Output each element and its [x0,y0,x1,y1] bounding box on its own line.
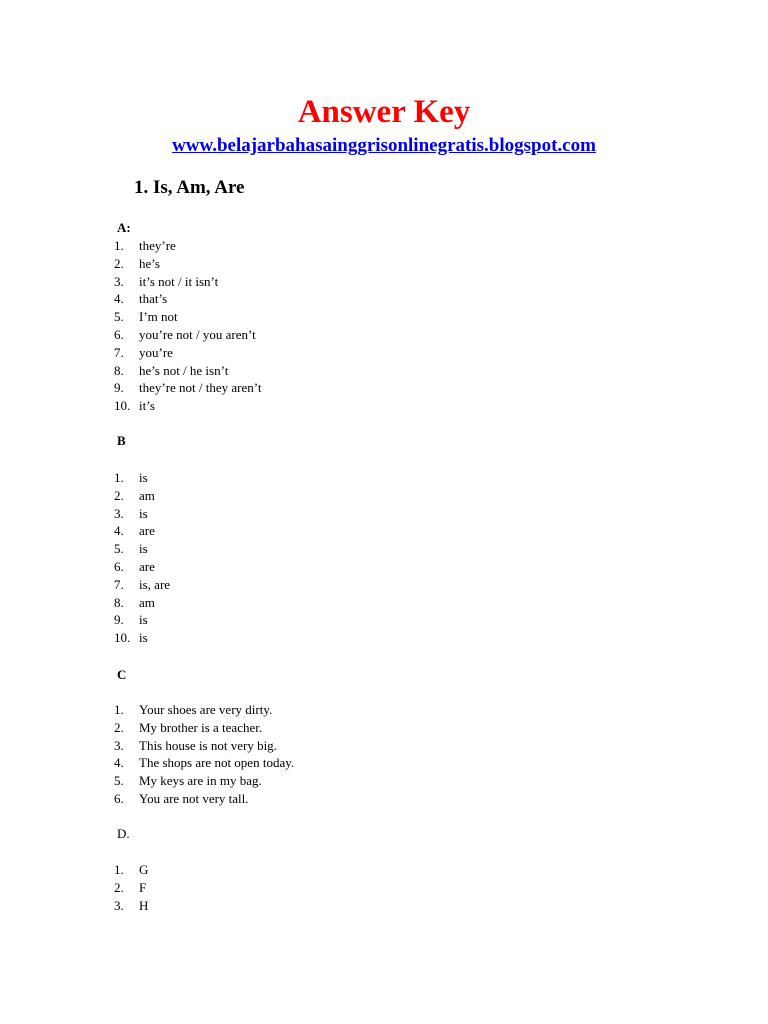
list-item [114,362,262,380]
list-item [114,790,294,808]
item-number: 8. [114,362,124,378]
item-number: 9. [114,612,124,628]
item-number: 4. [114,523,124,539]
item-number: 2. [114,879,124,895]
item-answer: they’re [139,238,176,253]
item-number: 5. [114,309,124,325]
list-item [114,540,170,558]
item-number: 2. [114,255,124,271]
item-number: 6. [114,790,124,806]
item-answer: is [139,612,148,628]
item-answer: F [139,879,147,895]
list-item [114,701,294,719]
item-answer: G [139,862,149,877]
item-number: 3. [114,505,124,521]
site-url-link[interactable]: www.belajarbahasainggrisonlinegratis.blogspot.com [172,135,596,156]
item-answer: are [139,523,155,539]
item-number: 1. [114,238,124,253]
part-a-label: A: [117,220,131,235]
item-number: 1. [114,702,124,717]
item-number: 5. [114,773,124,789]
list-item [114,629,170,647]
item-answer: it’s not / it isn’t [139,273,219,289]
item-number: 10. [114,630,131,646]
list-item [114,897,148,915]
list-item [114,273,262,291]
list-item [114,719,294,737]
list-item [114,611,170,629]
item-answer: This house is not very big. [139,737,277,753]
list-item [114,326,262,344]
list-item [114,594,170,612]
part-c-label: C [117,667,127,682]
item-answer: he’s [139,255,160,271]
list-item [114,290,262,308]
item-answer: is, are [139,576,171,592]
item-number: 7. [114,576,124,592]
item-answer: is [139,505,148,521]
list-item [114,344,262,362]
page-title: Answer Key [297,94,471,130]
item-answer: you’re [139,344,173,360]
item-answer: You are not very tall. [139,790,249,806]
item-number: 1. [114,470,124,485]
list-item [114,505,170,523]
item-answer: it’s [139,398,155,414]
item-number: 7. [114,344,124,360]
item-answer: My keys are in my bag. [139,773,262,789]
part-d-label: D. [117,826,130,841]
site-url [0,134,768,158]
item-answer: they’re not / they aren’t [139,380,262,396]
item-number: 10. [114,398,131,414]
part-d-list [114,861,148,914]
section-heading: 1. Is, Am, Are [134,177,245,198]
item-answer: are [139,558,155,574]
part-b-label: B [117,433,126,448]
item-number: 4. [114,291,124,307]
item-number: 1. [114,862,124,877]
item-number: 4. [114,755,124,771]
list-item [114,308,262,326]
item-number: 3. [114,737,124,753]
list-item [114,861,148,879]
list-item [114,558,170,576]
item-number: 3. [114,897,124,913]
item-answer: is [139,541,148,557]
item-number: 6. [114,558,124,574]
item-number: 9. [114,380,124,396]
list-item [114,237,262,255]
part-c-list [114,701,294,808]
list-item [114,737,294,755]
list-item [114,397,262,415]
list-item [114,522,170,540]
item-answer: am [139,594,155,610]
item-number: 2. [114,719,124,735]
item-number: 3. [114,273,124,289]
item-number: 6. [114,326,124,342]
item-answer: H [139,897,149,913]
item-answer: Your shoes are very dirty. [139,702,273,717]
part-a-list [114,237,262,415]
item-answer: is [139,470,148,485]
item-answer: that’s [139,291,168,307]
item-answer: he’s not / he isn’t [139,362,229,378]
list-item [114,879,148,897]
list-item [114,772,294,790]
item-answer: I’m not [139,309,178,325]
list-item [114,379,262,397]
list-item [114,576,170,594]
item-answer: My brother is a teacher. [139,719,263,735]
list-item [114,469,170,487]
item-answer: is [139,630,148,646]
item-number: 5. [114,541,124,557]
list-item [114,754,294,772]
item-number: 8. [114,594,124,610]
item-answer: am [139,487,155,503]
list-item [114,487,170,505]
item-answer: The shops are not open today. [139,755,295,771]
part-b-list [114,469,170,647]
item-number: 2. [114,487,124,503]
list-item [114,255,262,273]
item-answer: you’re not / you aren’t [139,326,256,342]
